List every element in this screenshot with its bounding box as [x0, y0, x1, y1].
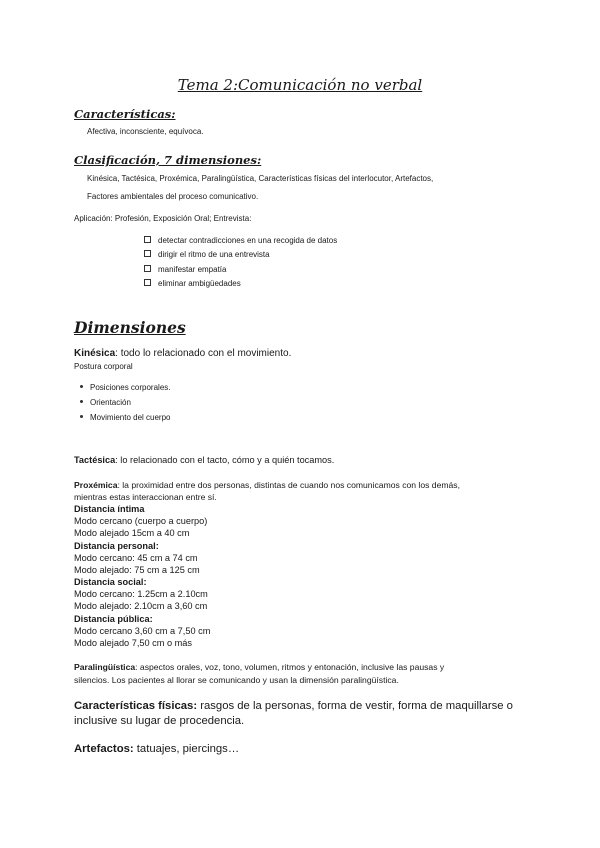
fisicas-line-1: Características físicas: rasgos de la personas, forma de vestir, forma de maquillarse o [74, 700, 513, 712]
checkbox-icon [144, 265, 151, 272]
distance-far: Modo alejado: 75 cm a 125 cm [74, 565, 200, 575]
distance-far: Modo alejado 7,50 cm o más [74, 638, 192, 648]
clasificacion-line-1: Kinésica, Tactésica, Proxémica, Paralingüística, Características físicas del interlocutor, Artefactos, [87, 174, 434, 183]
clasificacion-heading: Clasificación, 7 dimensiones: [74, 153, 262, 167]
checklist-item: dirigir el ritmo de una entrevista [144, 250, 270, 259]
distance-far: Modo alejado 15cm a 40 cm [74, 528, 190, 538]
kinesica-subheading: Postura corporal [74, 362, 133, 371]
bullet-icon [80, 400, 83, 403]
bullet-icon [80, 415, 83, 418]
paralinguistica-line-2: silencios. Los pacientes al llorar se comunicando y usan la dimensión paralingüística. [74, 675, 399, 685]
checklist-item: eliminar ambigüedades [144, 279, 241, 288]
distance-name: Distancia personal: [74, 541, 159, 551]
artefactos-line: Artefactos: tatuajes, piercings… [74, 743, 240, 755]
distance-near: Modo cercano: 1.25cm a 2.10cm [74, 589, 208, 599]
proxemica-line-2: mientras estas interaccionan entre sí. [74, 492, 217, 502]
distance-near: Modo cercano: 45 cm a 74 cm [74, 553, 198, 563]
list-item: Movimiento del cuerpo [80, 413, 170, 422]
checklist-item: manifestar empatía [144, 265, 226, 274]
distance-near: Modo cercano (cuerpo a cuerpo) [74, 516, 208, 526]
checkbox-icon [144, 236, 151, 243]
bullet-icon [80, 385, 83, 388]
page-title: Tema 2:Comunicación no verbal [177, 76, 423, 94]
caracteristicas-text: Afectiva, inconsciente, equívoca. [87, 127, 204, 136]
fisicas-line-2: inclusive su lugar de procedencia. [74, 715, 245, 727]
checklist-item: detectar contradicciones en una recogida de datos [144, 236, 337, 245]
paralinguistica-line-1: Paralingüística: aspectos orales, voz, tono, volumen, ritmos y entonación, inclusive las pausas y [74, 662, 445, 672]
dimensiones-heading: Dimensiones [74, 318, 186, 337]
distance-name: Distancia íntima [74, 504, 145, 514]
clasificacion-line-2: Factores ambientales del proceso comunicativo. [87, 192, 259, 201]
checkbox-icon [144, 250, 151, 257]
aplicacion-text: Aplicación: Profesión, Exposición Oral; Entrevista: [74, 214, 252, 223]
distance-name: Distancia social: [74, 577, 147, 587]
proxemica-line-1: Proxémica: la proximidad entre dos personas, distintas de cuando nos comunicamos con los demás, [74, 480, 460, 490]
distance-far: Modo alejado: 2.10cm a 3,60 cm [74, 601, 208, 611]
distance-name: Distancia pública: [74, 614, 153, 624]
distance-near: Modo cercano 3,60 cm a 7,50 cm [74, 626, 211, 636]
list-item: Posiciones corporales. [80, 383, 170, 392]
list-item: Orientación [80, 398, 131, 407]
kinesica-line: Kinésica: todo lo relacionado con el movimiento. [74, 348, 292, 359]
tactesica-line: Tactésica: lo relacionado con el tacto, cómo y a quién tocamos. [74, 455, 335, 465]
checkbox-icon [144, 279, 151, 286]
caracteristicas-heading: Características: [74, 107, 176, 121]
